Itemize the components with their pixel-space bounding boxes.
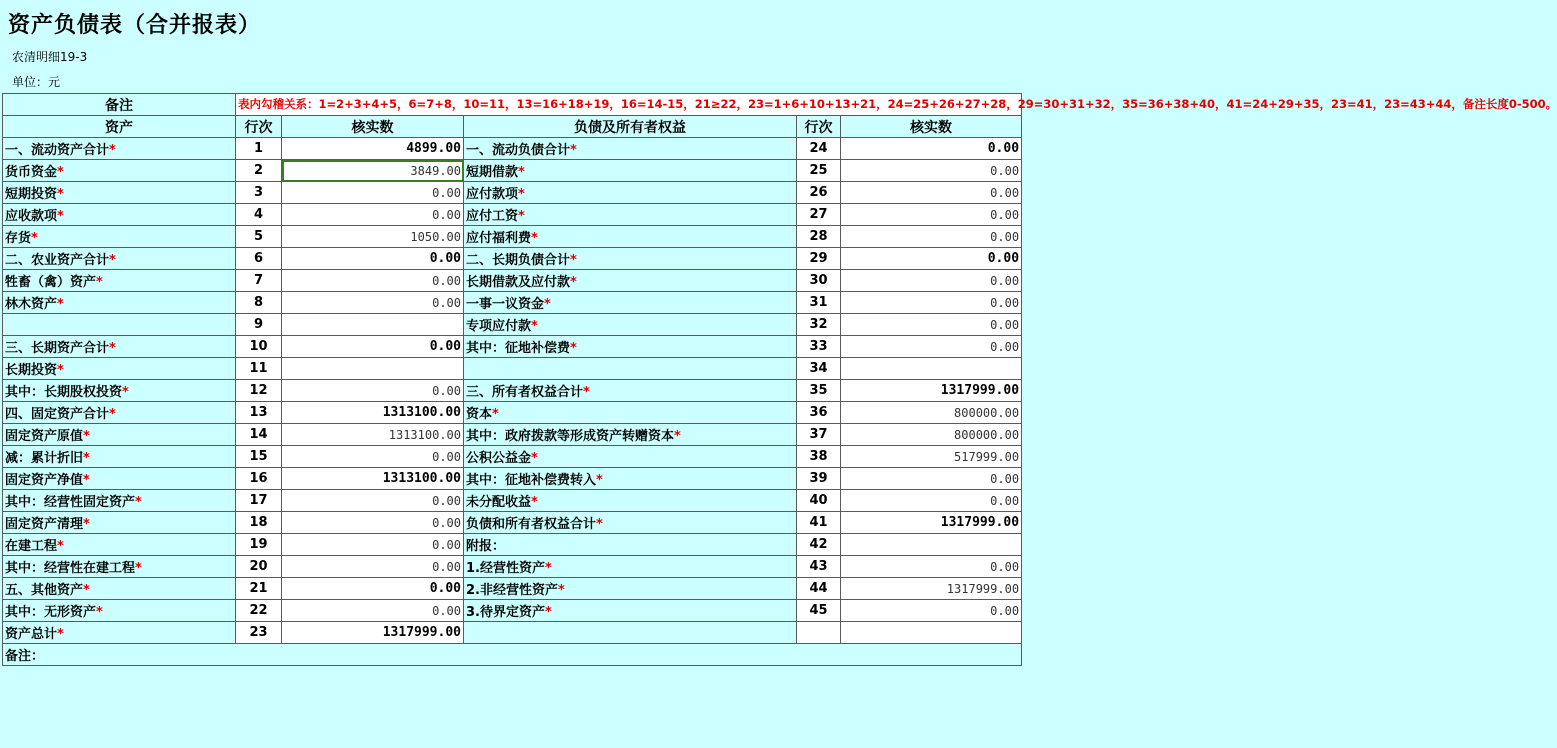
table-row (3, 292, 1022, 314)
asset-label-cell (3, 534, 236, 556)
required-marker-icon: * (135, 495, 142, 510)
required-marker-icon: * (135, 561, 142, 576)
item-label: 公积公益金 (466, 451, 532, 466)
row-number: 13 (236, 402, 282, 424)
row-number: 12 (236, 380, 282, 402)
value-input[interactable]: 0.00 (282, 336, 464, 358)
value-input[interactable]: 0.00 (282, 446, 464, 468)
value-input[interactable]: 0.00 (841, 226, 1022, 248)
row-number: 2 (236, 160, 282, 182)
item-label: 固定资产净值 (5, 473, 84, 488)
required-marker-icon: * (96, 275, 103, 290)
liability-label-cell (464, 160, 797, 182)
footer-note-label: 备注： (5, 649, 45, 664)
asset-label-cell (3, 468, 236, 490)
required-marker-icon: * (544, 297, 551, 312)
value-input[interactable]: 0.00 (282, 490, 464, 512)
value-input[interactable]: 0.00 (841, 204, 1022, 226)
row-number: 4 (236, 204, 282, 226)
item-label: 应收款项 (5, 209, 58, 224)
row-number: 14 (236, 424, 282, 446)
value-input[interactable]: 517999.00 (841, 446, 1022, 468)
value-input[interactable]: 0.00 (282, 270, 464, 292)
row-number: 19 (236, 534, 282, 556)
liability-label-cell (464, 534, 797, 556)
item-label: 其中：经营性在建工程 (5, 561, 136, 576)
required-marker-icon: * (531, 319, 538, 334)
required-marker-icon: * (57, 297, 64, 312)
value-input[interactable]: 0.00 (841, 160, 1022, 182)
required-marker-icon: * (57, 539, 64, 554)
value-input[interactable]: 0.00 (282, 600, 464, 622)
item-label: 负债和所有者权益合计 (466, 517, 597, 532)
table-row (3, 446, 1022, 468)
required-marker-icon: * (557, 583, 565, 598)
liability-label-cell (464, 248, 797, 270)
page-title: 资产负债表（合并报表） (8, 13, 262, 38)
col-value-left: 核实数 (282, 116, 464, 138)
liability-label-cell (464, 424, 797, 446)
table-row (3, 314, 1022, 336)
asset-label-cell (3, 138, 236, 160)
value-input[interactable]: 0.00 (282, 578, 464, 600)
row-number: 16 (236, 468, 282, 490)
liability-label-cell (464, 622, 797, 644)
row-number (797, 622, 841, 644)
required-marker-icon: * (31, 231, 38, 246)
table-row (3, 336, 1022, 358)
row-number: 9 (236, 314, 282, 336)
item-label: 二、农业资产合计 (5, 253, 110, 268)
col-row-right: 行次 (797, 116, 841, 138)
unit-id: 农清明细19-3 (12, 50, 88, 64)
item-label: 长期借款及应付款 (466, 275, 571, 290)
item-label: 其中：政府拨款等形成资产转赠资本 (466, 429, 675, 444)
item-label: 专项应付款 (466, 319, 532, 334)
row-number: 25 (797, 160, 841, 182)
value-input[interactable]: 0.00 (282, 292, 464, 314)
value-input[interactable] (841, 622, 1022, 644)
row-number: 1 (236, 138, 282, 160)
item-label: 其中：征地补偿费转入 (466, 473, 597, 488)
required-marker-icon: * (83, 583, 90, 598)
liability-label-cell (464, 270, 797, 292)
footer-note-cell[interactable] (3, 644, 1022, 666)
required-marker-icon: * (83, 473, 90, 488)
table-row (3, 490, 1022, 512)
value-input[interactable]: 0.00 (841, 314, 1022, 336)
item-label: 牲畜（禽）资产 (5, 275, 97, 290)
item-label: 五、其他资产 (5, 583, 84, 598)
value-input[interactable]: 1313100.00 (282, 468, 464, 490)
row-number: 18 (236, 512, 282, 534)
item-label: 林木资产 (5, 297, 58, 312)
footer-note-row (3, 644, 1022, 666)
table-row (3, 204, 1022, 226)
required-marker-icon: * (583, 385, 590, 400)
value-input[interactable]: 0.00 (282, 204, 464, 226)
row-number: 3 (236, 182, 282, 204)
asset-label-cell (3, 424, 236, 446)
required-marker-icon: * (570, 253, 577, 268)
row-number: 37 (797, 424, 841, 446)
asset-label-cell (3, 490, 236, 512)
required-marker-icon: * (109, 407, 116, 422)
item-label: 固定资产清理 (5, 517, 84, 532)
table-row (3, 534, 1022, 556)
item-label: 一、流动资产合计 (5, 143, 110, 158)
row-number: 17 (236, 490, 282, 512)
required-marker-icon: * (570, 341, 577, 356)
row-number: 24 (797, 138, 841, 160)
value-input[interactable]: 1317999.00 (282, 622, 464, 644)
asset-label-cell (3, 380, 236, 402)
item-label: 未分配收益 (466, 495, 532, 510)
item-label: 一事一议资金 (466, 297, 545, 312)
asset-label-cell (3, 600, 236, 622)
liability-label-cell (464, 358, 797, 380)
required-marker-icon: * (596, 517, 603, 532)
item-label: 2.非经营性资产 (466, 583, 558, 598)
row-number: 41 (797, 512, 841, 534)
liability-label-cell (464, 336, 797, 358)
asset-label-cell (3, 446, 236, 468)
required-marker-icon: * (57, 165, 64, 180)
required-marker-icon: * (596, 473, 603, 488)
table-row (3, 248, 1022, 270)
row-number: 26 (797, 182, 841, 204)
row-number: 21 (236, 578, 282, 600)
asset-label-cell (3, 358, 236, 380)
row-number: 35 (797, 380, 841, 402)
item-label: 1.经营性资产 (466, 561, 545, 576)
item-label: 货币资金 (5, 165, 58, 180)
value-input[interactable]: 0.00 (841, 468, 1022, 490)
item-label: 资本 (466, 407, 493, 422)
asset-label-cell (3, 226, 236, 248)
required-marker-icon: * (83, 429, 90, 444)
value-input[interactable]: 0.00 (282, 512, 464, 534)
value-input[interactable]: 1050.00 (282, 226, 464, 248)
item-label: 附报： (466, 539, 506, 554)
value-input[interactable]: 1313100.00 (282, 402, 464, 424)
required-marker-icon: * (109, 341, 116, 356)
liability-label-cell (464, 182, 797, 204)
asset-label-cell (3, 314, 236, 336)
value-input[interactable]: 1313100.00 (282, 424, 464, 446)
row-number: 6 (236, 248, 282, 270)
required-marker-icon: * (518, 165, 525, 180)
table-row (3, 402, 1022, 424)
asset-label-cell (3, 336, 236, 358)
value-input[interactable]: 0.00 (841, 182, 1022, 204)
row-number: 7 (236, 270, 282, 292)
required-marker-icon: * (531, 495, 538, 510)
table-row (3, 270, 1022, 292)
value-input[interactable]: 0.00 (841, 600, 1022, 622)
required-marker-icon: * (83, 451, 90, 466)
item-label: 在建工程 (5, 539, 58, 554)
required-marker-icon: * (109, 143, 116, 158)
item-label: 三、长期资产合计 (5, 341, 110, 356)
item-label: 应付福利费 (466, 231, 532, 246)
row-number: 20 (236, 556, 282, 578)
item-label: 四、固定资产合计 (5, 407, 110, 422)
required-marker-icon: * (570, 275, 577, 290)
col-assets: 资产 (3, 116, 236, 138)
asset-label-cell (3, 578, 236, 600)
row-number: 32 (797, 314, 841, 336)
required-marker-icon: * (57, 627, 64, 642)
col-value-right: 核实数 (841, 116, 1022, 138)
item-label: 一、流动负债合计 (466, 143, 571, 158)
row-number: 30 (797, 270, 841, 292)
liability-label-cell (464, 380, 797, 402)
asset-label-cell (3, 204, 236, 226)
row-number: 10 (236, 336, 282, 358)
asset-label-cell (3, 402, 236, 424)
item-label: 应付工资 (466, 209, 519, 224)
table-row (3, 622, 1022, 644)
row-number: 28 (797, 226, 841, 248)
value-input[interactable] (282, 358, 464, 380)
liability-label-cell (464, 490, 797, 512)
item-label: 固定资产原值 (5, 429, 84, 444)
liability-label-cell (464, 446, 797, 468)
row-number: 11 (236, 358, 282, 380)
row-number: 36 (797, 402, 841, 424)
remarks-text: 表内勾稽关系：1=2+3+4+5，6=7+8，10=11，13=16+18+19，16=14-15，21≥22，23=1+6+10+13+21，24=25+26+27+28，29=30+31+32，35=36+38+40，41=24+29+35，23=41，23=43+44，备注长度0-500。 (236, 94, 1022, 116)
value-input[interactable]: 0.00 (282, 182, 464, 204)
item-label: 长期投资 (5, 363, 58, 378)
item-label: 三、所有者权益合计 (466, 385, 584, 400)
required-marker-icon: * (674, 429, 681, 444)
value-input[interactable]: 800000.00 (841, 402, 1022, 424)
value-input[interactable]: 0.00 (841, 138, 1022, 160)
value-input[interactable]: 0.00 (282, 556, 464, 578)
asset-label-cell (3, 182, 236, 204)
item-label: 其中：无形资产 (5, 605, 97, 620)
asset-label-cell (3, 160, 236, 182)
value-input[interactable]: 1317999.00 (841, 380, 1022, 402)
value-input[interactable]: 1317999.00 (841, 512, 1022, 534)
item-label: 存货 (5, 231, 32, 246)
table-row (3, 424, 1022, 446)
value-input[interactable]: 0.00 (841, 336, 1022, 358)
item-label: 其中：长期股权投资 (5, 385, 123, 400)
table-row (3, 138, 1022, 160)
value-input[interactable]: 0.00 (841, 270, 1022, 292)
row-number: 39 (797, 468, 841, 490)
row-number: 31 (797, 292, 841, 314)
value-input[interactable]: 0.00 (841, 292, 1022, 314)
table-row (3, 512, 1022, 534)
item-label: 应付款项 (466, 187, 519, 202)
required-marker-icon: * (96, 605, 103, 620)
required-marker-icon: * (531, 231, 538, 246)
value-input[interactable]: 0.00 (841, 248, 1022, 270)
row-number: 27 (797, 204, 841, 226)
remarks-row (3, 94, 1022, 116)
row-number: 29 (797, 248, 841, 270)
row-number: 42 (797, 534, 841, 556)
required-marker-icon: * (492, 407, 499, 422)
row-number: 43 (797, 556, 841, 578)
required-marker-icon: * (57, 209, 64, 224)
column-header-row (3, 116, 1022, 138)
row-number: 33 (797, 336, 841, 358)
item-label: 资产总计 (5, 627, 58, 642)
liability-label-cell (464, 402, 797, 424)
row-number: 23 (236, 622, 282, 644)
unit-label: 单位：元 (12, 75, 61, 89)
balance-sheet-table (2, 93, 1557, 666)
liability-label-cell (464, 578, 797, 600)
value-input[interactable] (841, 534, 1022, 556)
required-marker-icon: * (544, 605, 552, 620)
liability-label-cell (464, 600, 797, 622)
row-number: 44 (797, 578, 841, 600)
liability-label-cell (464, 468, 797, 490)
liability-label-cell (464, 204, 797, 226)
required-marker-icon: * (531, 451, 538, 466)
item-label: 其中：经营性固定资产 (5, 495, 136, 510)
value-input[interactable]: 800000.00 (841, 424, 1022, 446)
asset-label-cell (3, 270, 236, 292)
asset-label-cell (3, 512, 236, 534)
required-marker-icon: * (570, 143, 577, 158)
col-row-left: 行次 (236, 116, 282, 138)
liability-label-cell (464, 292, 797, 314)
row-number: 15 (236, 446, 282, 468)
required-marker-icon: * (518, 187, 525, 202)
required-marker-icon: * (518, 209, 525, 224)
row-number: 38 (797, 446, 841, 468)
table-row (3, 160, 1022, 182)
asset-label-cell (3, 556, 236, 578)
required-marker-icon: * (83, 517, 90, 532)
value-input-selected[interactable]: 3849.00 (282, 160, 464, 182)
row-number: 22 (236, 600, 282, 622)
value-input[interactable]: 4899.00 (282, 138, 464, 160)
value-input[interactable] (841, 358, 1022, 380)
row-number: 45 (797, 600, 841, 622)
required-marker-icon: * (57, 363, 64, 378)
required-marker-icon: * (109, 253, 116, 268)
table-row (3, 226, 1022, 248)
item-label: 二、长期负债合计 (466, 253, 571, 268)
col-liabilities: 负债及所有者权益 (464, 116, 797, 138)
asset-label-cell (3, 292, 236, 314)
value-input[interactable]: 0.00 (282, 380, 464, 402)
row-number: 5 (236, 226, 282, 248)
table-row (3, 358, 1022, 380)
value-input[interactable]: 0.00 (841, 556, 1022, 578)
table-row (3, 468, 1022, 490)
item-label: 短期投资 (5, 187, 58, 202)
liability-label-cell (464, 226, 797, 248)
table-row (3, 182, 1022, 204)
row-number: 40 (797, 490, 841, 512)
required-marker-icon: * (57, 187, 64, 202)
item-label: 短期借款 (466, 165, 519, 180)
asset-label-cell (3, 248, 236, 270)
table-row (3, 600, 1022, 622)
table-row (3, 380, 1022, 402)
value-input[interactable]: 0.00 (282, 534, 464, 556)
asset-label-cell (3, 622, 236, 644)
item-label: 3.待界定资产 (466, 605, 545, 620)
row-number: 8 (236, 292, 282, 314)
note-header: 备注 (3, 94, 236, 116)
required-marker-icon: * (122, 385, 129, 400)
required-marker-icon: * (544, 561, 552, 576)
item-label: 其中：征地补偿费 (466, 341, 571, 356)
liability-label-cell (464, 512, 797, 534)
value-input[interactable]: 0.00 (282, 248, 464, 270)
value-input[interactable] (282, 314, 464, 336)
value-input[interactable]: 1317999.00 (841, 578, 1022, 600)
table-row (3, 578, 1022, 600)
row-number: 34 (797, 358, 841, 380)
liability-label-cell (464, 556, 797, 578)
table-row (3, 556, 1022, 578)
item-label: 减：累计折旧 (5, 451, 84, 466)
liability-label-cell (464, 138, 797, 160)
value-input[interactable]: 0.00 (841, 490, 1022, 512)
liability-label-cell (464, 314, 797, 336)
